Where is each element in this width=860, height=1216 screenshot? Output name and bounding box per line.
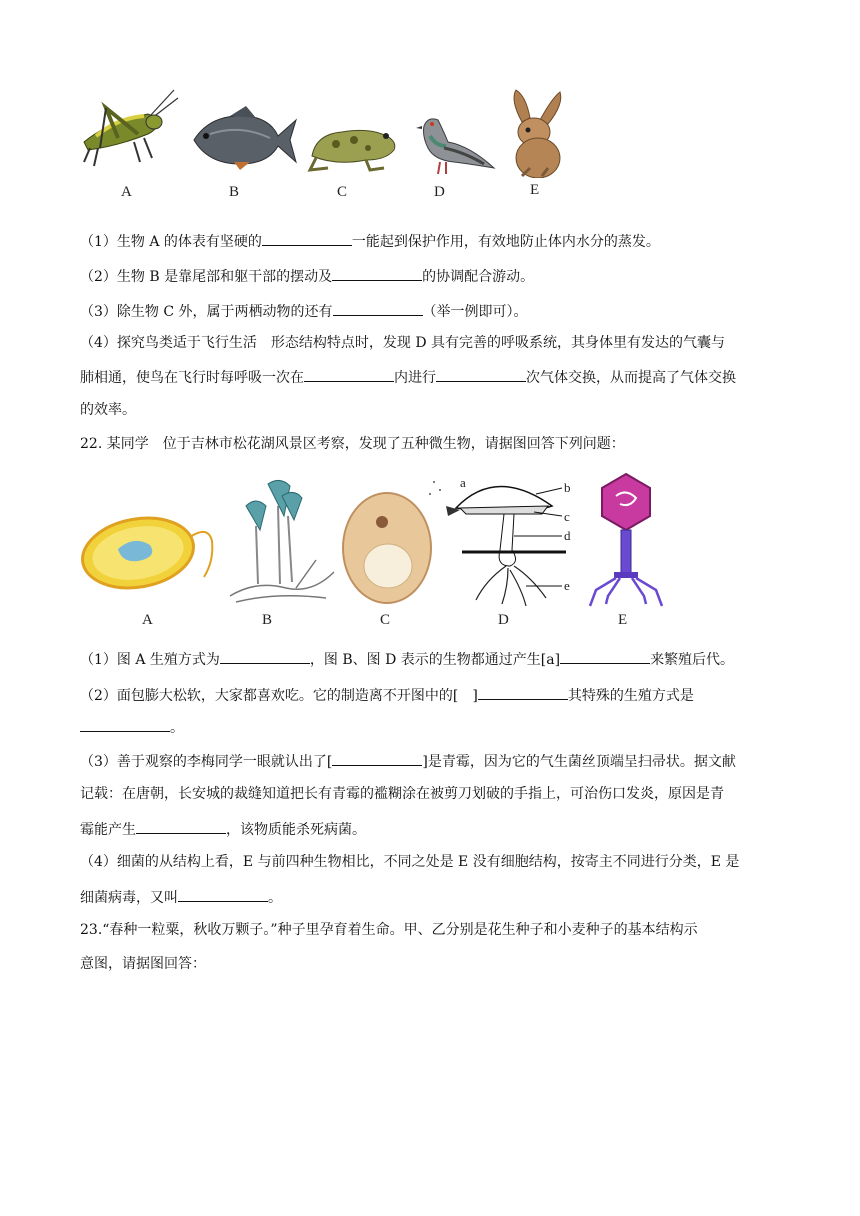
mold-icon [226, 476, 338, 606]
figure-label-a: A [121, 184, 132, 200]
bacterium-icon [78, 505, 216, 593]
answer-blank[interactable] [332, 265, 422, 281]
answer-blank[interactable] [262, 230, 352, 246]
mushroom-icon [426, 470, 576, 608]
part-e-label: e [564, 578, 570, 593]
grasshopper-icon [78, 88, 180, 173]
q23-stem: 23.“春种一粒粟，秋收万颗子。”种子里孕育着生命。甲、乙分别是花生种子和小麦种子的基本结构示 [80, 922, 698, 938]
q21-part4-line2: 肺相通，使鸟在飞行时每呼吸一次在 内进行 次气体交换，从而提高了气体交换 [80, 366, 736, 388]
answer-blank[interactable] [333, 300, 423, 316]
answer-blank[interactable] [560, 648, 650, 664]
figure-label-d: D [434, 184, 445, 200]
figure-label-b: B [229, 184, 240, 200]
answer-blank[interactable] [478, 684, 568, 700]
part-b-label: b [564, 480, 571, 495]
q22-part4-line2: 细菌病毒，又叫 。 [80, 886, 282, 908]
answer-blank[interactable] [304, 366, 394, 382]
part-d-label: d [564, 528, 571, 543]
rabbit-icon [500, 88, 572, 178]
yeast-cell-icon [340, 490, 434, 606]
bacteriophage-icon [586, 472, 668, 608]
frog-icon [306, 120, 400, 172]
microbe-label-a: A [142, 612, 153, 628]
answer-blank[interactable] [220, 648, 310, 664]
figure-label-c: C [337, 184, 348, 200]
answer-blank[interactable] [178, 886, 268, 902]
q22-part4: （4）细菌的从结构上看，E 与前四种生物相比，不同之处是 E 没有细胞结构，按寄主不同进行分类，E 是 [80, 854, 740, 870]
part-c-label: c [564, 509, 570, 524]
q22-stem: 22. 某同学 位于吉林市松花湖风景区考察，发现了五种微生物，请据图回答下列问题： [80, 436, 625, 452]
q22-part3: （3）善于观察的李梅同学一眼就认出了[ ]是青霉，因为它的气生菌丝顶端呈扫帚状。据文献 [80, 750, 736, 772]
q22-part2-line2: 。 [80, 716, 184, 738]
pigeon-icon [414, 112, 496, 178]
answer-blank[interactable] [136, 818, 226, 834]
q22-part1: （1）图 A 生殖方式为 ，图 B、图 D 表示的生物都通过产生[a] 来繁殖后代。 [80, 648, 734, 670]
answer-blank[interactable] [80, 716, 170, 732]
microbe-label-e: E [618, 612, 628, 628]
q21-part4-line3: 的效率。 [80, 402, 136, 418]
microbe-label-c: C [380, 612, 391, 628]
q21-part3: （3）除生物 C 外，属于两栖动物的还有 （举一例即可）。 [80, 300, 528, 322]
figure-label-e: E [530, 182, 540, 198]
q22-part3-line3: 霉能产生 ，该物质能杀死病菌。 [80, 818, 366, 840]
fish-icon [190, 106, 298, 172]
microbe-label-b: B [262, 612, 273, 628]
q22-part2: （2）面包膨大松软，大家都喜欢吃。它的制造离不开图中的[ ] 其特殊的生殖方式是 [80, 684, 694, 706]
microbe-label-d: D [498, 612, 509, 628]
q21-part4-line1: （4）探究鸟类适于飞行生活 形态结构特点时，发现 D 具有完善的呼吸系统，其身体里有发达的气囊与 [80, 335, 726, 351]
q21-part2: （2）生物 B 是靠尾部和躯干部的摆动及 的协调配合游动。 [80, 265, 534, 287]
q22-part3-line2: 记载：在唐朝，长安城的裁缝知道把长有青霉的褴糊涂在被剪刀划破的手指上，可治伤口发炎，原因是青 [80, 786, 724, 802]
q21-part1: （1）生物 A 的体表有坚硬的 一能起到保护作用，有效地防止体内水分的蒸发。 [80, 230, 660, 252]
answer-blank[interactable] [436, 366, 526, 382]
answer-blank[interactable] [332, 750, 422, 766]
part-a-label: a [460, 475, 466, 490]
q23-stem-line2: 意图，请据图回答： [80, 956, 206, 972]
